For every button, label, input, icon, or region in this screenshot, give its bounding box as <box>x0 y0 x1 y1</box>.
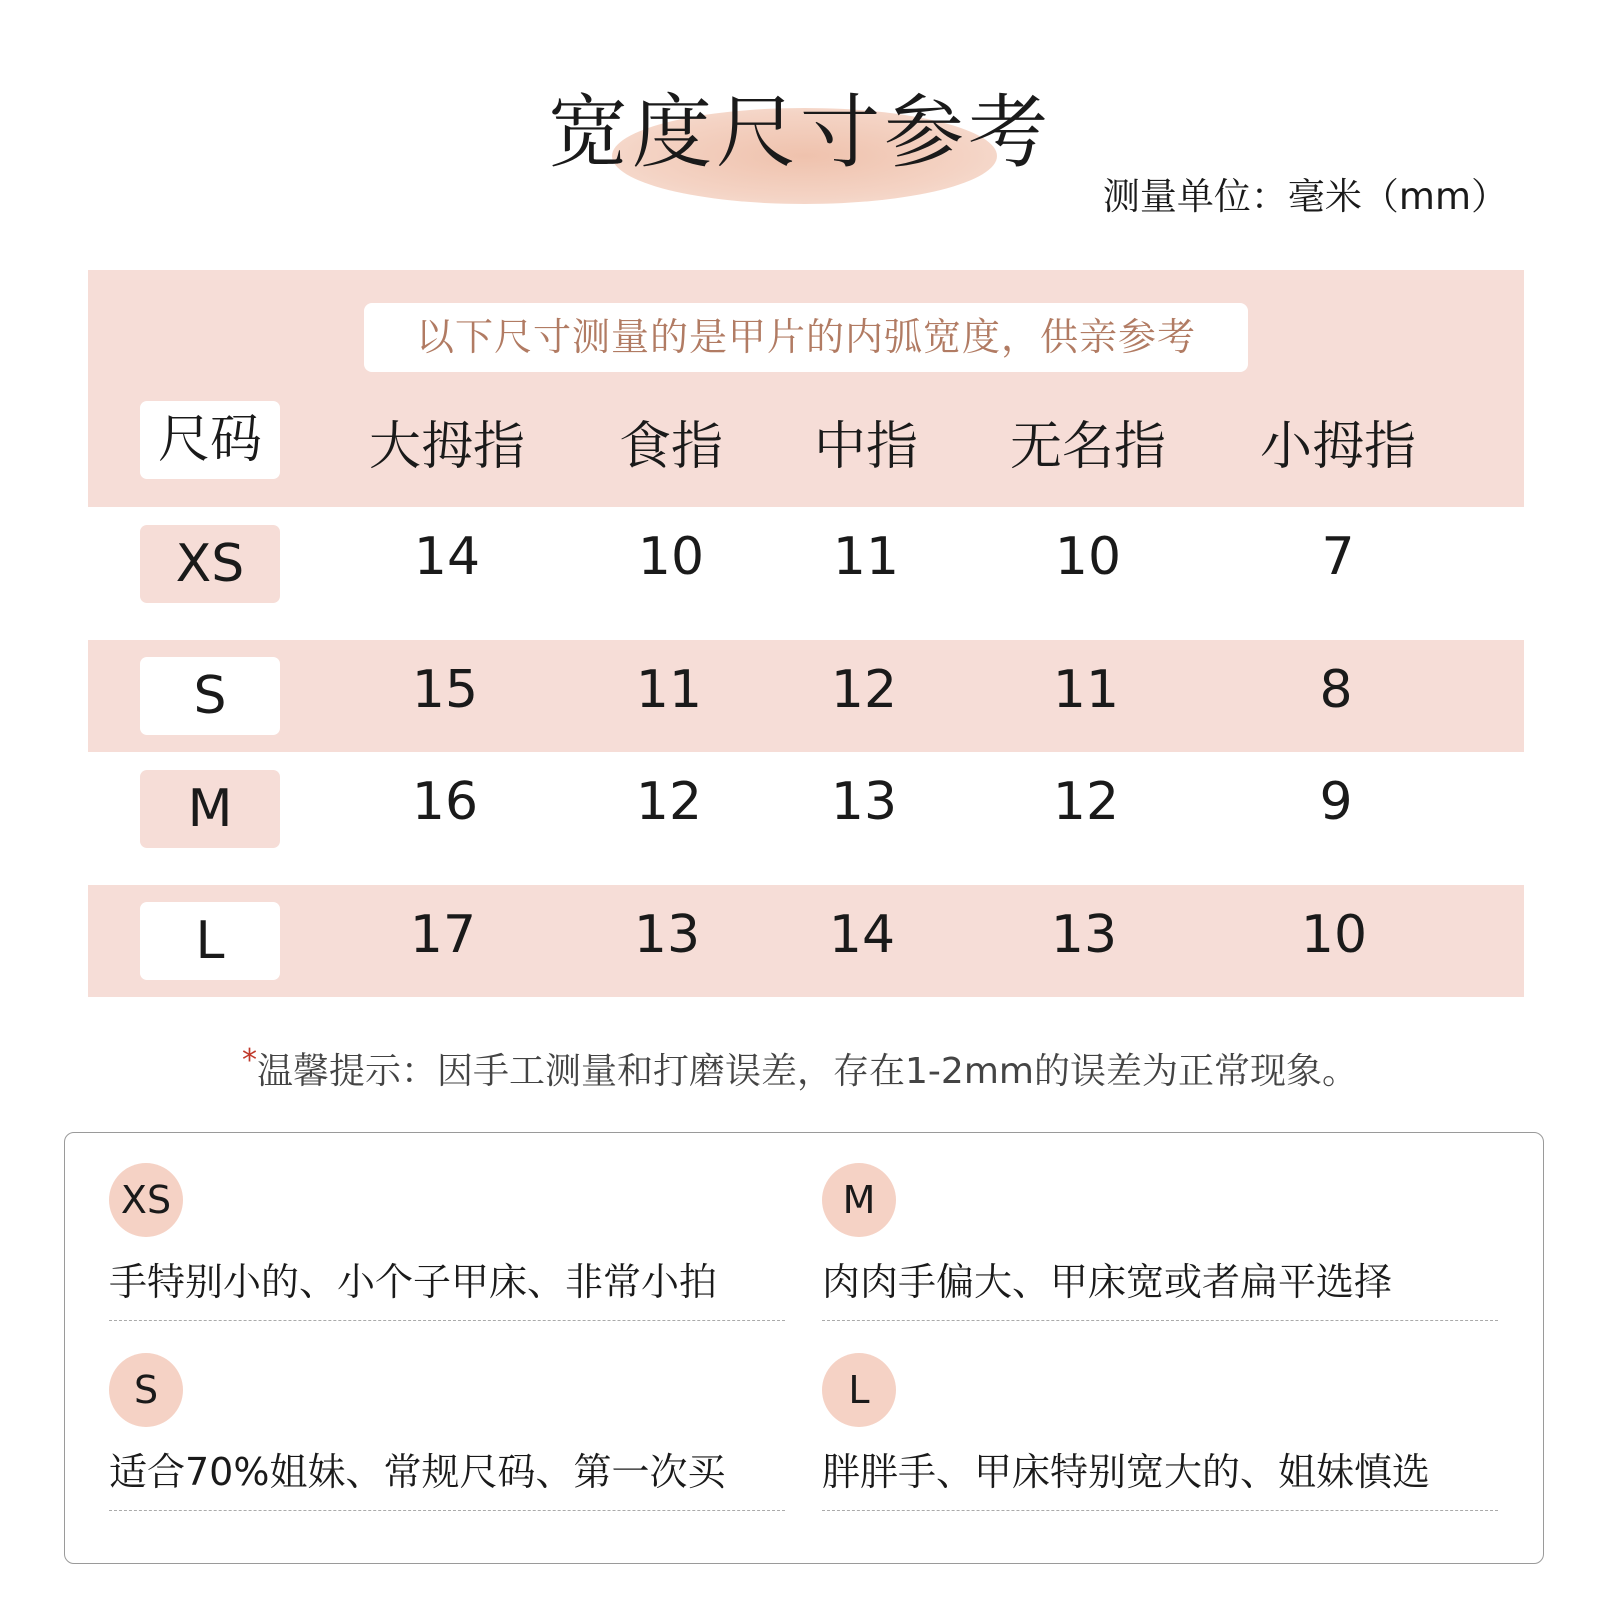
table-row <box>88 752 1524 864</box>
size-badge: L <box>822 1353 896 1427</box>
table-row <box>88 885 1524 997</box>
unit-label: 测量单位：毫米（mm） <box>1102 175 1508 218</box>
value-cell: 15 <box>411 660 479 720</box>
table-row <box>88 507 1524 619</box>
guide-description: 胖胖手、甲床特别宽大的、姐妹慎选 <box>822 1441 1498 1511</box>
guide-description: 手特别小的、小个子甲床、非常小拍 <box>109 1251 785 1321</box>
size-guide-card <box>64 1132 1544 1564</box>
header-index: 食指 <box>618 417 723 477</box>
value-cell: 11 <box>832 527 900 587</box>
value-cell: 10 <box>637 527 705 587</box>
tip-text <box>0 1043 1600 1094</box>
size-label: M <box>140 770 280 848</box>
page-title: 宽度尺寸参考 <box>548 86 1052 179</box>
value-cell: 13 <box>633 905 701 965</box>
value-cell: 17 <box>409 905 477 965</box>
guide-item-l <box>822 1353 1498 1511</box>
size-label: S <box>140 657 280 735</box>
value-cell: 9 <box>1319 772 1353 832</box>
guide-item-m <box>822 1163 1498 1321</box>
guide-description: 适合70%姐妹、常规尺码、第一次买 <box>109 1441 785 1511</box>
value-cell: 13 <box>1050 905 1118 965</box>
value-cell: 14 <box>413 527 481 587</box>
value-cell: 14 <box>828 905 896 965</box>
size-label: XS <box>140 525 280 603</box>
measurement-note: 以下尺寸测量的是甲片的内弧宽度，供亲参考 <box>364 303 1248 372</box>
size-badge: M <box>822 1163 896 1237</box>
value-cell: 13 <box>830 772 898 832</box>
tip-message: 温馨提示：因手工测量和打磨误差，存在1-2mm的误差为正常现象。 <box>257 1051 1358 1092</box>
asterisk-icon: * <box>242 1043 258 1078</box>
value-cell: 12 <box>1052 772 1120 832</box>
value-cell: 12 <box>830 660 898 720</box>
guide-item-s <box>109 1353 785 1511</box>
size-badge: S <box>109 1353 183 1427</box>
size-label: L <box>140 902 280 980</box>
table-header <box>88 270 1524 507</box>
guide-item-xs <box>109 1163 785 1321</box>
value-cell: 16 <box>411 772 479 832</box>
guide-description: 肉肉手偏大、甲床宽或者扁平选择 <box>822 1251 1498 1321</box>
value-cell: 11 <box>1052 660 1120 720</box>
header-thumb: 大拇指 <box>368 417 525 477</box>
value-cell: 7 <box>1321 527 1355 587</box>
size-badge: XS <box>109 1163 183 1237</box>
header-pinky: 小拇指 <box>1259 417 1416 477</box>
value-cell: 10 <box>1300 905 1368 965</box>
value-cell: 11 <box>635 660 703 720</box>
table-row <box>88 640 1524 752</box>
header-size: 尺码 <box>140 401 280 479</box>
value-cell: 8 <box>1319 660 1353 720</box>
value-cell: 12 <box>635 772 703 832</box>
value-cell: 10 <box>1054 527 1122 587</box>
header-ring: 无名指 <box>1009 417 1166 477</box>
header-middle: 中指 <box>813 417 918 477</box>
